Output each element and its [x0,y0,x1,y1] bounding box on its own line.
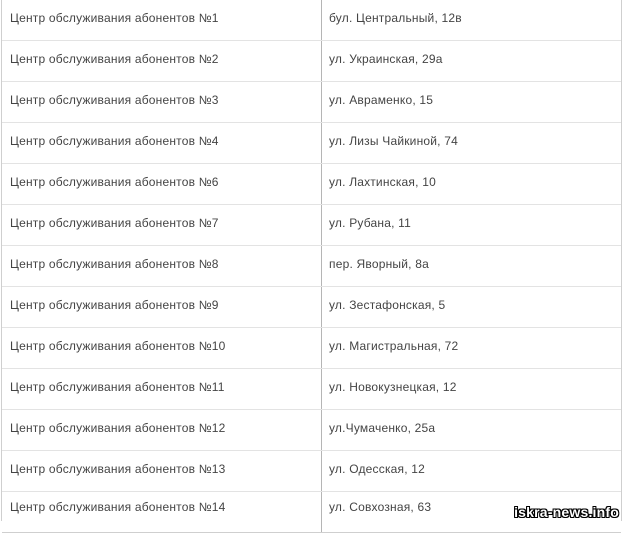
table-row [2,369,621,410]
service-center-name-cell: Центр обслуживания абонентов №14 [2,492,322,533]
service-center-address-cell: пер. Яворный, 8а [322,246,622,287]
table-row [2,451,621,492]
table-row [2,82,621,123]
service-center-address-cell: ул. Украинская, 29а [322,41,622,82]
service-center-address-cell: ул. Совхозная, 63 [322,492,622,533]
service-center-address-cell: ул. Лизы Чайкиной, 74 [322,123,622,164]
service-center-name-cell: Центр обслуживания абонентов №1 [2,0,322,41]
table-row [2,205,621,246]
service-center-address-cell: ул. Лахтинская, 10 [322,164,622,205]
service-center-name-cell: Центр обслуживания абонентов №13 [2,451,322,492]
service-center-address-cell: ул. Авраменко, 15 [322,82,622,123]
service-centers-table-container [1,0,622,521]
table-row [2,328,621,369]
service-centers-table [2,0,621,533]
service-center-name-cell: Центр обслуживания абонентов №10 [2,328,322,369]
table-row [2,410,621,451]
service-center-address-cell: ул.Чумаченко, 25а [322,410,622,451]
service-center-name-cell: Центр обслуживания абонентов №6 [2,164,322,205]
service-center-name-cell: Центр обслуживания абонентов №7 [2,205,322,246]
service-center-name-cell: Центр обслуживания абонентов №3 [2,82,322,123]
service-center-name-cell: Центр обслуживания абонентов №4 [2,123,322,164]
table-row [2,246,621,287]
service-center-address-cell: ул. Магистральная, 72 [322,328,622,369]
service-center-address-cell: бул. Центральный, 12в [322,0,622,41]
table-row [2,164,621,205]
service-center-name-cell: Центр обслуживания абонентов №11 [2,369,322,410]
service-center-name-cell: Центр обслуживания абонентов №8 [2,246,322,287]
site-watermark: iskra-news.info [514,504,619,520]
service-center-address-cell: ул. Новокузнецкая, 12 [322,369,622,410]
table-row [2,41,621,82]
table-body [2,0,621,533]
service-center-address-cell: ул. Одесская, 12 [322,451,622,492]
service-center-name-cell: Центр обслуживания абонентов №12 [2,410,322,451]
table-row [2,123,621,164]
table-row [2,287,621,328]
service-center-name-cell: Центр обслуживания абонентов №2 [2,41,322,82]
service-center-address-cell: ул. Рубана, 11 [322,205,622,246]
service-center-address-cell: ул. Зестафонская, 5 [322,287,622,328]
service-center-name-cell: Центр обслуживания абонентов №9 [2,287,322,328]
table-row [2,0,621,41]
